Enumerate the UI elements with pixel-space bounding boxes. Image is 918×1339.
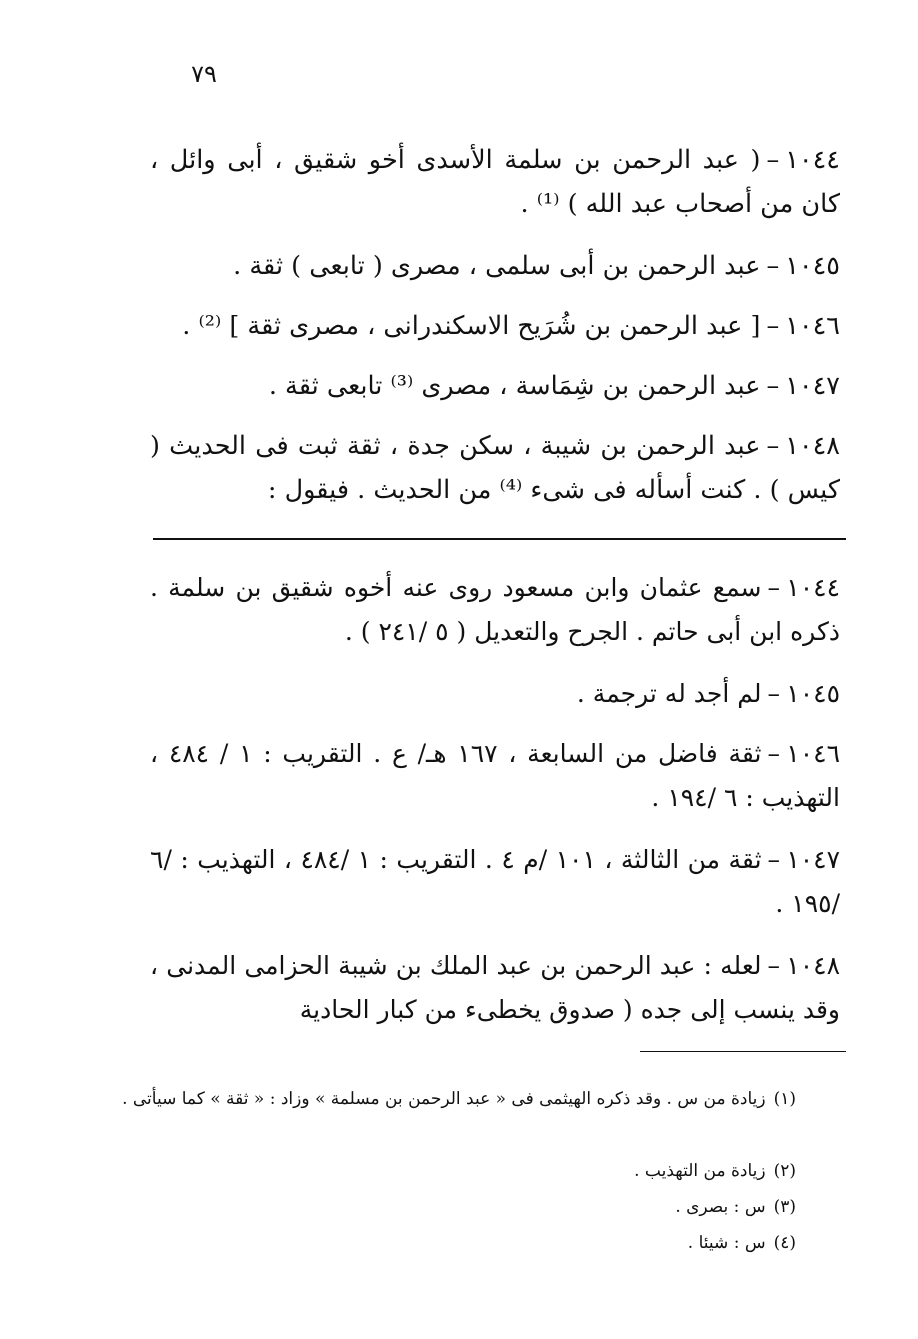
entry-number: ١٠٤٦ xyxy=(786,739,840,768)
footnote-text: س : شيئا . xyxy=(687,1233,766,1253)
entry-dash: – xyxy=(766,311,780,341)
note-entry-1044 xyxy=(150,566,840,654)
page-number: ٧٩ xyxy=(191,60,217,88)
entry-text: [ عبد الرحمن بن شُرَيح الاسكندرانى ، مصرى ثقة ] ⁽²⁾ . xyxy=(182,311,761,341)
entry-number: ١٠٤٧ xyxy=(786,845,841,874)
entry-number: ١٠٤٦ xyxy=(785,311,840,341)
entry-dash: – xyxy=(767,739,780,768)
entry-dash: – xyxy=(767,679,780,708)
footnote-number: (٢) xyxy=(773,1161,796,1181)
note-entry-1047 xyxy=(150,838,840,926)
footnote-number: (٤) xyxy=(773,1233,796,1253)
main-entry-1047 xyxy=(150,364,840,408)
footnote-2 xyxy=(396,1158,796,1184)
entry-number: ١٠٤٨ xyxy=(786,951,840,980)
entry-text: ثقة من الثالثة ، ١٠١ /م ٤ . التقريب : ١ /٤٨٤ ، التهذيب : /٦ /١٩٥ . xyxy=(150,845,840,918)
entry-text: لم أجد له ترجمة . xyxy=(576,679,762,708)
footnote-number: (٣) xyxy=(773,1197,796,1217)
entry-text: عبد الرحمن بن شيبة ، سكن جدة ، ثقة ثبت فى الحديث ( كيس ) . كنت أسأله فى شىء ⁽⁴⁾ من الحديث . فيقول : xyxy=(150,431,840,505)
footnote-text: زيادة من س . وقد ذكره الهيثمى فى « عبد الرحمن بن مسلمة » وزاد : « ثقة » كما سيأتى . xyxy=(122,1089,766,1109)
main-entry-1048 xyxy=(150,424,840,512)
footnote-text: س : بصرى . xyxy=(675,1197,766,1217)
entry-dash: – xyxy=(766,251,780,281)
footnote-divider xyxy=(640,1051,846,1052)
note-entry-1048 xyxy=(150,944,840,1032)
footnote-4 xyxy=(396,1230,796,1256)
entry-dash: – xyxy=(767,845,781,874)
footnote-3 xyxy=(396,1194,796,1220)
entry-number: ١٠٤٨ xyxy=(785,431,840,461)
entry-text: ثقة فاضل من السابعة ، ١٦٧ هـ/ ع . التقريب : ١ / ٤٨٤ ، التهذيب : ٦ /١٩٤ . xyxy=(150,739,840,812)
entry-number: ١٠٤٧ xyxy=(785,371,840,401)
entry-number: ١٠٤٥ xyxy=(785,251,840,281)
entry-text: ( عبد الرحمن بن سلمة الأسدى أخو شقيق ، أبى وائل ، كان من أصحاب عبد الله ) ⁽¹⁾ . xyxy=(150,145,840,219)
entry-dash: – xyxy=(766,145,780,175)
entry-dash: – xyxy=(767,573,780,602)
entry-dash: – xyxy=(766,431,780,461)
main-entry-1044 xyxy=(150,138,840,226)
section-divider xyxy=(153,538,846,540)
footnote-number: (١) xyxy=(773,1089,796,1109)
entry-dash: – xyxy=(767,951,780,980)
main-entry-1045 xyxy=(150,244,840,288)
entry-text: عبد الرحمن بن شِمَاسة ، مصرى ⁽³⁾ تابعى ثقة . xyxy=(268,371,761,401)
footnote-text: زيادة من التهذيب . xyxy=(634,1161,766,1181)
entry-number: ١٠٤٤ xyxy=(785,145,840,175)
entry-text: عبد الرحمن بن أبى سلمى ، مصرى ( تابعى ) ثقة . xyxy=(233,251,761,281)
entry-number: ١٠٤٤ xyxy=(786,573,840,602)
entry-text: سمع عثمان وابن مسعود روى عنه أخوه شقيق بن سلمة . ذكره ابن أبى حاتم . الجرح والتعديل ( ٥ /٢٤١ ) . xyxy=(150,573,840,646)
footnote-1 xyxy=(116,1086,796,1112)
note-entry-1046 xyxy=(150,732,840,820)
entry-text: لعله : عبد الرحمن بن عبد الملك بن شيبة الحزامى المدنى ، وقد ينسب إلى جده ( صدوق يخطىء من كبار الحادية xyxy=(150,951,840,1024)
entry-dash: – xyxy=(766,371,780,401)
note-entry-1045 xyxy=(150,672,840,716)
main-entry-1046 xyxy=(150,304,840,348)
entry-number: ١٠٤٥ xyxy=(786,679,840,708)
